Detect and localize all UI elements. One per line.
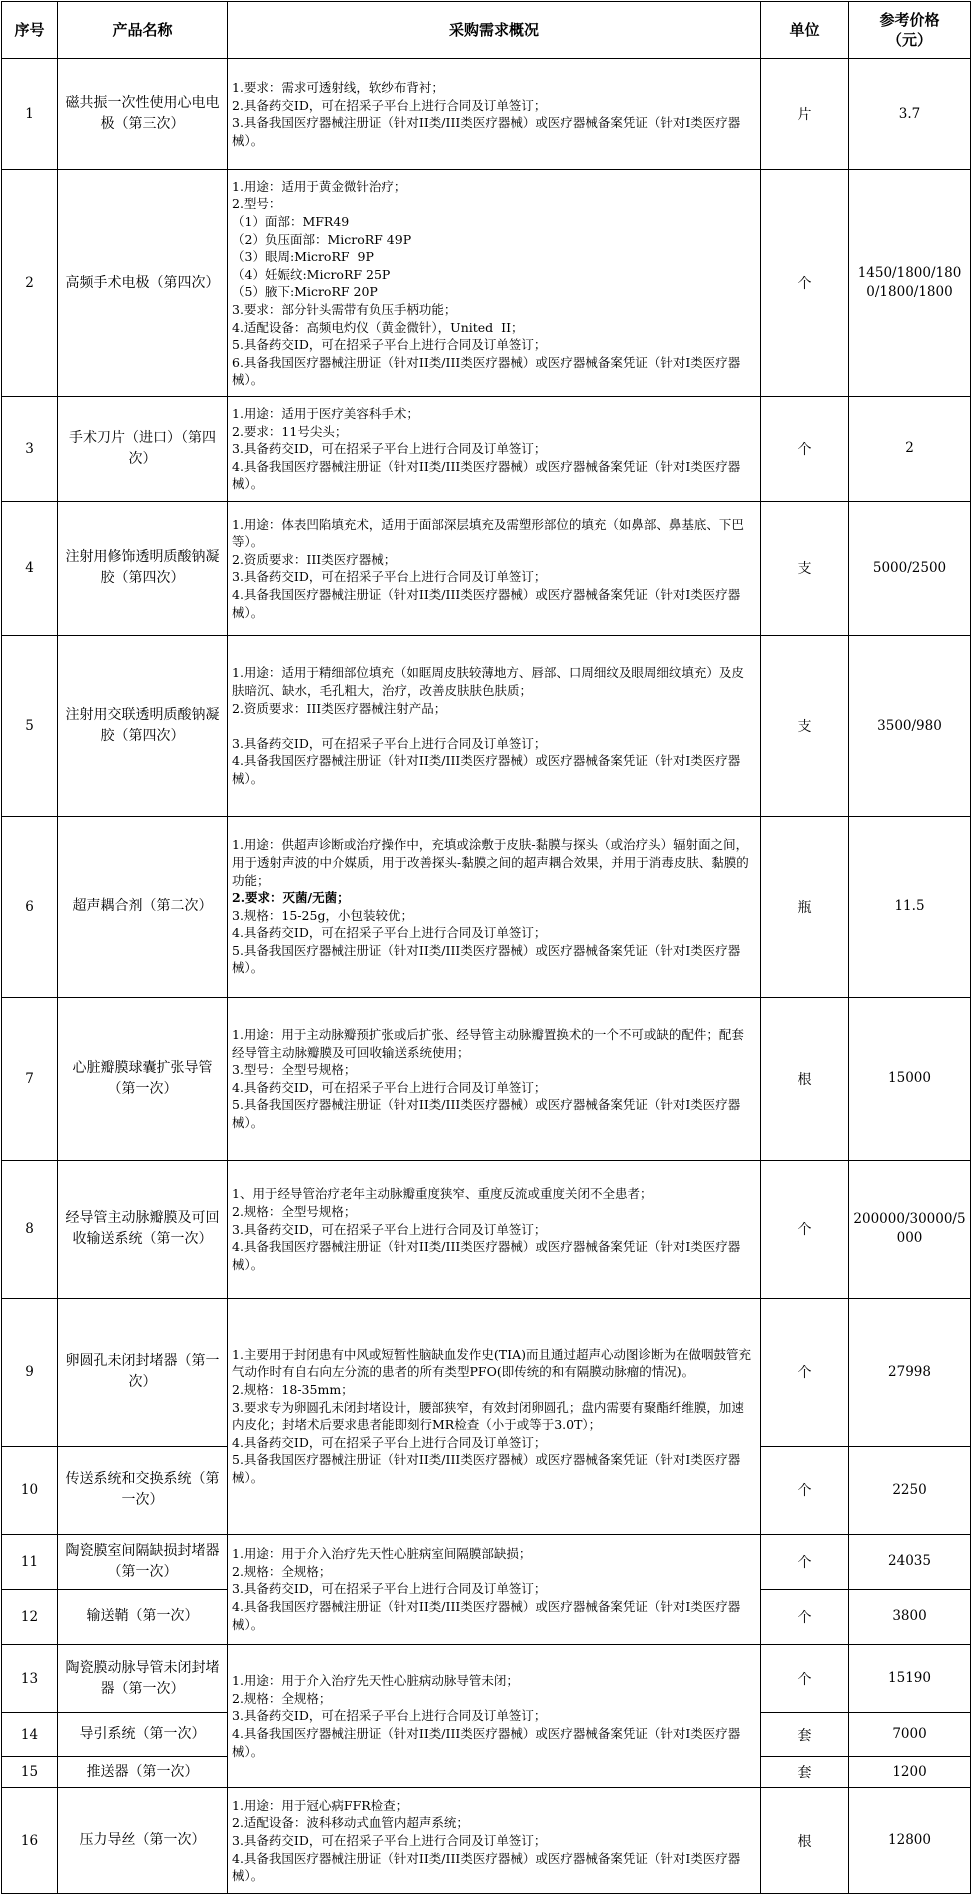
requirement-line: 3.具备药交ID，可在招采子平台上进行合同及订单签订； <box>232 569 547 585</box>
row-requirements <box>228 816 761 997</box>
row-requirements <box>228 59 761 170</box>
requirement-line: 4.具备我国医疗器械注册证（针对II类/III类医疗器械）或医疗器械备案凭证（针对I类医疗器械）。 <box>232 753 741 786</box>
row-seq: 3 <box>2 397 58 501</box>
requirement-line: 1.要求：需求可透射线，软纱布背衬； <box>232 80 444 96</box>
requirement-line: （1）面部：MFR49 <box>232 213 350 229</box>
row-requirements <box>228 501 761 636</box>
table-row <box>2 1161 971 1299</box>
table-row <box>2 397 971 501</box>
merged-requirements-11-12 <box>228 1534 761 1644</box>
requirement-line: 2.型号： <box>232 196 282 212</box>
requirement-line: 2.规格：18-35mm； <box>232 1381 354 1397</box>
row-requirements <box>228 170 761 397</box>
requirement-line: 1、用于经导管治疗老年主动脉瓣重度狭窄、重度反流或重度关闭不全患者； <box>232 1186 653 1202</box>
row-unit: 支 <box>761 501 849 636</box>
row-seq: 13 <box>2 1644 58 1712</box>
requirement-line: 1.用途：用于冠心病FFR检查； <box>232 1797 409 1813</box>
row-seq: 5 <box>2 636 58 817</box>
requirement-line: 3.具备药交ID，可在招采子平台上进行合同及订单签订； <box>232 1221 547 1237</box>
row-requirements <box>228 1161 761 1299</box>
row-seq: 11 <box>2 1534 58 1589</box>
merged-requirements-13-15 <box>228 1644 761 1788</box>
table-row <box>2 997 971 1161</box>
requirement-line: 2.规格：全型号规格； <box>232 1204 357 1220</box>
row-seq: 12 <box>2 1589 58 1644</box>
requirement-line: 5.具备我国医疗器械注册证（针对II类/III类医疗器械）或医疗器械备案凭证（针对I类医疗器械）。 <box>232 1097 741 1131</box>
requirement-line: 4.具备我国医疗器械注册证（针对II类/III类医疗器械）或医疗器械备案凭证（针对I类医疗器械）。 <box>232 1726 741 1759</box>
row-price: 15190 <box>849 1644 971 1712</box>
row-unit: 套 <box>761 1757 849 1788</box>
requirement-line: 3.具备我国医疗器械注册证（针对II类/III类医疗器械）或医疗器械备案凭证（针对I类医疗器械）。 <box>232 115 741 148</box>
header-reference-price <box>849 2 971 59</box>
requirement-line: 1.用途：适用于医疗美容科手术； <box>232 405 419 421</box>
requirement-line <box>232 717 756 735</box>
requirement-line: 2.适配设备：波科移动式血管内超声系统； <box>232 1815 469 1831</box>
requirement-line: 3.规格：15-25g，小包装较优； <box>232 907 413 923</box>
table-row <box>2 1788 971 1894</box>
requirement-line: 1.用途：用于主动脉瓣预扩张或后扩张、经导管主动脉瓣置换术的一个不可或缺的配件；配套经导管主动脉瓣膜及可回收输送系统使用； <box>232 1027 744 1060</box>
row-price: 5000/2500 <box>849 501 971 636</box>
requirement-line: 3.具备药交ID，可在招采子平台上进行合同及订单签订； <box>232 1581 547 1597</box>
row-seq: 16 <box>2 1788 58 1894</box>
row-unit: 个 <box>761 397 849 501</box>
merged-requirements-9-10 <box>228 1298 761 1534</box>
row-seq: 4 <box>2 501 58 636</box>
requirement-line: （4）妊娠纹:MicroRF 25P <box>232 266 391 282</box>
table-row <box>2 59 971 170</box>
row-unit: 个 <box>761 1161 849 1299</box>
table-row <box>2 816 971 997</box>
row-unit: 个 <box>761 1534 849 1589</box>
row-seq: 7 <box>2 997 58 1161</box>
requirement-line: 4.具备我国医疗器械注册证（针对II类/III类医疗器械）或医疗器械备案凭证（针对I类医疗器械）。 <box>232 1599 741 1632</box>
row-unit: 个 <box>761 1298 849 1447</box>
row-product-name: 心脏瓣膜球囊扩张导管（第一次） <box>58 997 228 1161</box>
table-row <box>2 1298 971 1447</box>
requirement-line: 5.具备药交ID，可在招采子平台上进行合同及订单签订； <box>232 337 547 353</box>
row-price: 1450/1800/1800/1800/1800 <box>849 170 971 397</box>
row-product-name: 输送鞘（第一次） <box>58 1589 228 1644</box>
row-price: 200000/30000/5000 <box>849 1161 971 1299</box>
row-price: 12800 <box>849 1788 971 1894</box>
requirement-line: 4.具备药交ID，可在招采子平台上进行合同及订单签订； <box>232 1079 547 1095</box>
requirement-line: （3）眼周:MicroRF 9P <box>232 249 374 265</box>
requirement-line: 3.具备药交ID，可在招采子平台上进行合同及订单签订； <box>232 735 547 751</box>
requirement-line: 1.用途：适用于精细部位填充（如眶周皮肤较薄地方、唇部、口周细纹及眼周细纹填充）及皮肤暗沉、缺水，毛孔粗大，治疗，改善皮肤肤色肤质； <box>232 665 744 699</box>
row-price: 1200 <box>849 1757 971 1788</box>
requirement-line: 4.具备我国医疗器械注册证（针对II类/III类医疗器械）或医疗器械备案凭证（针对I类医疗器械）。 <box>232 1239 741 1272</box>
requirement-line: 4.适配设备：高频电灼仪（黄金微针），United II； <box>232 319 524 335</box>
requirement-line: 3.型号：全型号规格； <box>232 1062 357 1078</box>
requirement-line: 3.要求专为卵圆孔未闭封堵设计，腰部狭窄，有效封闭卵圆孔；盘内需要有聚酯纤维膜，加速内皮化；封堵术后要求患者能即刻行MR检查（小于或等于3.0T）； <box>232 1399 744 1433</box>
row-unit: 个 <box>761 1447 849 1534</box>
row-product-name: 高频手术电极（第四次） <box>58 170 228 397</box>
row-price: 3.7 <box>849 59 971 170</box>
table-row <box>2 170 971 397</box>
row-price: 15000 <box>849 997 971 1161</box>
row-seq: 1 <box>2 59 58 170</box>
requirement-line: 2.资质要求：III类医疗器械注射产品； <box>232 700 447 716</box>
row-seq: 8 <box>2 1161 58 1299</box>
row-unit: 个 <box>761 1644 849 1712</box>
table-row <box>2 1534 971 1589</box>
row-unit: 瓶 <box>761 816 849 997</box>
header-reference-price-label: 参考价格 （元） <box>879 11 940 49</box>
requirement-line: （5）腋下:MicroRF 20P <box>232 284 378 300</box>
row-price: 11.5 <box>849 816 971 997</box>
row-product-name: 注射用修饰透明质酸钠凝胶（第四次） <box>58 501 228 636</box>
row-seq: 15 <box>2 1757 58 1788</box>
row-unit: 根 <box>761 997 849 1161</box>
requirement-line: 1.用途：供超声诊断或治疗操作中，充填或涂敷于皮肤-黏膜与探头（或治疗头）辐射面之间，用于透射声波的中介媒质，用于改善探头-黏膜之间的超声耦合效果，并用于消毒皮肤、黏膜的功能； <box>232 837 749 888</box>
row-product-name: 陶瓷膜动脉导管未闭封堵器（第一次） <box>58 1644 228 1712</box>
table-row <box>2 501 971 636</box>
requirement-line: 2.具备药交ID，可在招采子平台上进行合同及订单签订； <box>232 97 547 113</box>
row-price: 2 <box>849 397 971 501</box>
row-requirements <box>228 997 761 1161</box>
row-product-name: 卵圆孔未闭封堵器（第一次） <box>58 1298 228 1447</box>
row-requirements <box>228 636 761 817</box>
row-product-name: 超声耦合剂（第二次） <box>58 816 228 997</box>
row-product-name: 注射用交联透明质酸钠凝胶（第四次） <box>58 636 228 817</box>
row-product-name: 压力导丝（第一次） <box>58 1788 228 1894</box>
requirement-line: 3.具备药交ID，可在招采子平台上进行合同及订单签订； <box>232 441 547 457</box>
requirement-line: 1.主要用于封闭患有中风或短暂性脑缺血发作史(TIA)而且通过超声心动图诊断为在做咽鼓管充气动作时有自右向左分流的患者的所有类型PFO(即传统的和有隔膜动脉瘤的情况)。 <box>232 1346 751 1380</box>
requirement-line: 2.规格：全规格； <box>232 1690 332 1706</box>
row-unit: 个 <box>761 1589 849 1644</box>
requirement-line: 4.具备我国医疗器械注册证（针对II类/III类医疗器械）或医疗器械备案凭证（针对I类医疗器械）。 <box>232 1850 741 1884</box>
table-row <box>2 1644 971 1712</box>
row-unit: 根 <box>761 1788 849 1894</box>
requirement-line: 4.具备我国医疗器械注册证（针对II类/III类医疗器械）或医疗器械备案凭证（针对I类医疗器械）。 <box>232 458 741 492</box>
requirement-line: 1.用途：用于介入治疗先天性心脏病室间隔膜部缺损； <box>232 1546 532 1562</box>
row-product-name: 经导管主动脉瓣膜及可回收输送系统（第一次） <box>58 1161 228 1299</box>
row-unit: 片 <box>761 59 849 170</box>
requirement-line: 4.具备药交ID，可在招采子平台上进行合同及订单签订； <box>232 1434 547 1450</box>
row-product-name: 陶瓷膜室间隔缺损封堵器（第一次） <box>58 1534 228 1589</box>
requirement-line: 6.具备我国医疗器械注册证（针对II类/III类医疗器械）或医疗器械备案凭证（针对I类医疗器械）。 <box>232 354 741 388</box>
requirement-line: 5.具备我国医疗器械注册证（针对II类/III类医疗器械）或医疗器械备案凭证（针对I类医疗器械）。 <box>232 1452 741 1485</box>
row-price: 3800 <box>849 1589 971 1644</box>
row-product-name: 磁共振一次性使用心电电极（第三次） <box>58 59 228 170</box>
row-requirements <box>228 1788 761 1894</box>
requirement-line: 1.用途：体表凹陷填充术，适用于面部深层填充及需塑形部位的填充（如鼻部、鼻基底、下巴等）。 <box>232 516 744 550</box>
header-requirements: 采购需求概况 <box>228 2 761 59</box>
row-product-name: 导引系统（第一次） <box>58 1713 228 1757</box>
requirement-line: （2）负压面部：MicroRF 49P <box>232 231 412 247</box>
requirement-line: 2.要求：灭菌/无菌； <box>232 890 350 906</box>
requirement-line: 2.要求：11号尖头； <box>232 423 348 439</box>
procurement-table <box>1 1 971 1894</box>
row-product-name: 手术刀片（进口）（第四次） <box>58 397 228 501</box>
row-price: 2250 <box>849 1447 971 1534</box>
row-price: 7000 <box>849 1713 971 1757</box>
requirement-line: 5.具备我国医疗器械注册证（针对II类/III类医疗器械）或医疗器械备案凭证（针对I类医疗器械）。 <box>232 942 741 976</box>
header-row <box>2 2 971 59</box>
table-row <box>2 636 971 817</box>
row-seq: 2 <box>2 170 58 397</box>
requirement-line: 3.具备药交ID，可在招采子平台上进行合同及订单签订； <box>232 1832 547 1848</box>
row-product-name: 推送器（第一次） <box>58 1757 228 1788</box>
row-product-name: 传送系统和交换系统（第一次） <box>58 1447 228 1534</box>
requirement-line: 2.资质要求：III类医疗器械； <box>232 551 397 567</box>
requirement-line: 2.规格：全规格； <box>232 1563 332 1579</box>
row-requirements <box>228 397 761 501</box>
requirement-line: 1.用途：用于介入治疗先天性心脏病动脉导管未闭； <box>232 1673 519 1689</box>
header-seq: 序号 <box>2 2 58 59</box>
row-unit: 个 <box>761 170 849 397</box>
row-seq: 10 <box>2 1447 58 1534</box>
requirement-line: 3.要求：部分针头需带有负压手柄功能； <box>232 301 457 317</box>
header-product-name: 产品名称 <box>58 2 228 59</box>
requirement-line: 4.具备药交ID，可在招采子平台上进行合同及订单签订； <box>232 925 547 941</box>
requirement-line: 1.用途：适用于黄金微针治疗； <box>232 178 407 194</box>
row-unit: 支 <box>761 636 849 817</box>
row-unit: 套 <box>761 1713 849 1757</box>
requirement-line: 3.具备药交ID，可在招采子平台上进行合同及订单签订； <box>232 1708 547 1724</box>
row-price: 24035 <box>849 1534 971 1589</box>
header-unit: 单位 <box>761 2 849 59</box>
requirement-line: 4.具备我国医疗器械注册证（针对II类/III类医疗器械）或医疗器械备案凭证（针对I类医疗器械）。 <box>232 587 741 620</box>
row-price: 3500/980 <box>849 636 971 817</box>
row-seq: 14 <box>2 1713 58 1757</box>
row-seq: 9 <box>2 1298 58 1447</box>
row-seq: 6 <box>2 816 58 997</box>
row-price: 27998 <box>849 1298 971 1447</box>
